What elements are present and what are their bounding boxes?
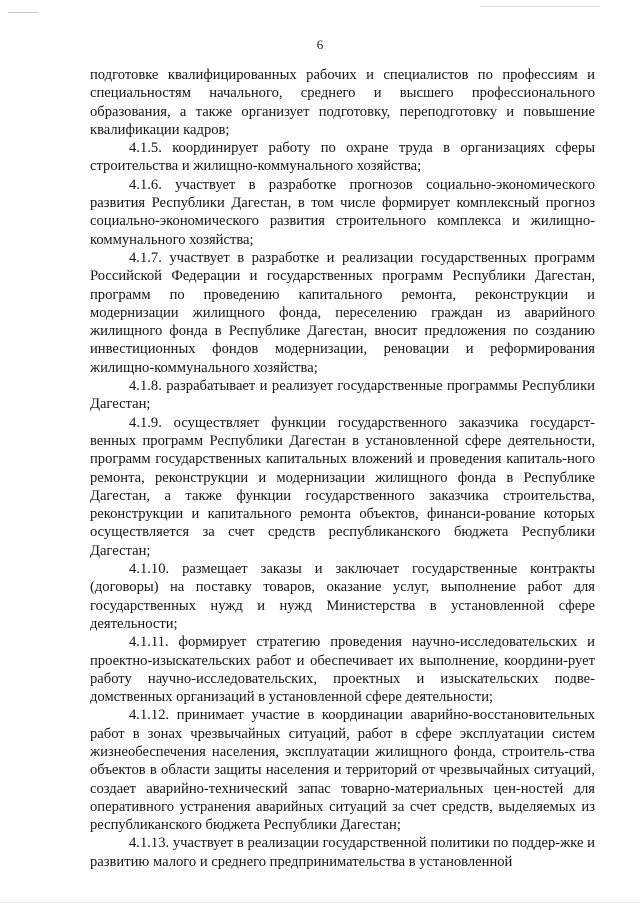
paragraph-9: 4.1.13. участвует в реализации государственной политики по поддер-жке и развитию малого и среднего предпринимательства в установленной bbox=[90, 835, 595, 870]
paragraph-0: подготовке квалифицированных рабочих и специалистов по профессиям и специальностям начального, среднего и высшего профессионального образования, а также организует подготовку, переподготовку и повышение квалификации кадров; bbox=[90, 67, 595, 138]
paragraph-8: 4.1.12. принимает участие в координации аварийно-восстановительных работ в зонах чрезвычайных ситуаций, работ в сфере эксплуатации систем жизнеобеспечения населения, эксплуатации жилищного фонда, строитель-ства объектов в области защиты населения и территорий от чрезвычайных ситуаций, создает аварийно-технический запас товарно-материальных цен-ностей для оперативного устранения аварийных ситуаций за счет средств, выделяемых из республиканского бюджета Республики Дагестан; bbox=[90, 707, 595, 834]
paragraph-4: 4.1.8. разрабатывает и реализует государственные программы Республики Дагестан; bbox=[90, 378, 595, 413]
paragraph-7: 4.1.11. формирует стратегию проведения научно-исследовательских и проектно-изыскательских работ и обеспечивает их выполнение, координи-рует работу научно-исследовательских, проектных и изыскательских подве-домственных организаций в установленной сфере деятельности; bbox=[90, 634, 595, 706]
document-body bbox=[90, 66, 595, 871]
scan-artifact-bottom bbox=[0, 902, 640, 903]
paragraph-1: 4.1.5. координирует работу по охране труда в организациях сферы строительства и жилищно-коммунального хозяйства; bbox=[90, 140, 595, 175]
page-number: 6 bbox=[316, 37, 324, 52]
paragraph-3: 4.1.7. участвует в разработке и реализации государственных программ Российской Федерации и государственных программ Республики Дагестан, программ по проведению капитального ремонта, реконструкции и модернизации жилищного фонда, переселению граждан из аварийного жилищного фонда в Республике Дагестан, вносит предложения по созданию инвестиционных фондов модернизации, реновации и реформирования жилищно-коммунального хозяйства; bbox=[90, 249, 595, 376]
paragraph-2: 4.1.6. участвует в разработке прогнозов социально-экономического развития Республики Дагестан, в том числе формирует комплексный прогноз социально-экономического развития строительного комплекса и жилищно-коммунального хозяйства; bbox=[90, 176, 595, 248]
scan-artifact-top-right bbox=[480, 6, 600, 7]
paragraph-6: 4.1.10. размещает заказы и заключает государственные контракты (договоры) на поставку товаров, оказание услуг, выполнение работ для государственных нужд и нужд Министерства в установленной сфере деятельности; bbox=[90, 561, 595, 632]
paragraph-5: 4.1.9. осуществляет функции государственного заказчика государст-венных программ Республики Дагестан в установленной сфере деятельности, программ государственных капитальных вложений и проведения капиталь-ного ремонта, реконструкции и модернизации жилищного фонда в Республике Дагестан, а также функции государственного заказчика строительства, реконструкции и капитального ремонта объектов, финанси-рование которых осуществляется за счет средств республиканского бюджета Республики Дагестан; bbox=[90, 414, 595, 559]
scan-artifact-top bbox=[8, 12, 38, 13]
